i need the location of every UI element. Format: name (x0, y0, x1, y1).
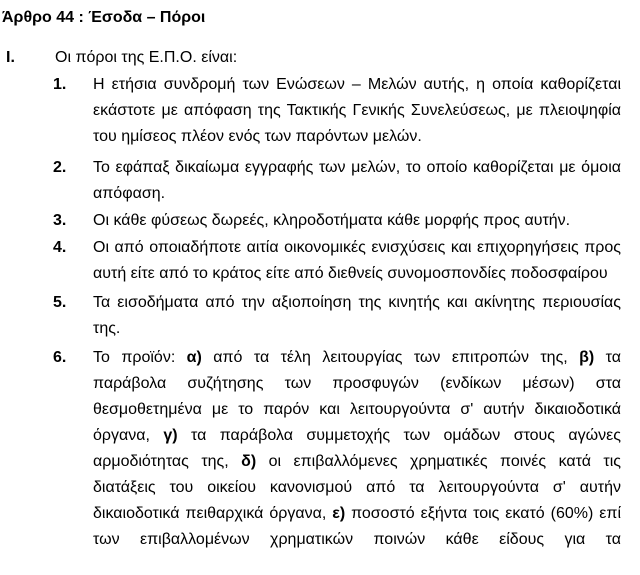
item-line: διατάξεις του οικείου κανονισμού από τα λειτουργούντα σ' αυτήν (93, 479, 621, 496)
subitem-label: ε) (332, 505, 346, 522)
item-line: Το εφάπαξ δικαίωμα εγγραφής των μελών, το οποίο καθορίζεται με όμοια (93, 159, 621, 176)
subitem-label: β) (579, 349, 595, 366)
section-number: I. (6, 49, 15, 66)
item-line: αρμοδιότητας της, δ) οι επιβαλλόμενες χρηματικές ποινές κατά τις (93, 453, 621, 470)
item-number: 1. (53, 76, 67, 93)
subitem-label: δ) (241, 453, 257, 470)
subitem-label: α) (186, 349, 202, 366)
item-line: αυτή είτε από το κράτος είτε από διεθνείς συνομοσπονδίες ποδοσφαίρου (93, 265, 608, 282)
item-line: του ημίσεος πλέον ενός των παρόντων μελών. (93, 128, 422, 145)
item-line: Οι κάθε φύσεως δωρεές, κληροδοτήματα κάθε μορφής προς αυτήν. (93, 212, 571, 229)
item-line: απόφαση. (93, 185, 166, 202)
subitem-label: γ) (163, 427, 178, 444)
item-line: όργανα, γ) τα παράβολα συμμετοχής των ομάδων στους αγώνες (93, 427, 621, 444)
section-intro: Οι πόροι της Ε.Π.Ο. είναι: (55, 49, 238, 66)
item-number: 2. (53, 159, 67, 176)
item-line: εκάστοτε με απόφαση της Τακτικής Γενικής Συνελεύσεως, με πλειοψηφία (93, 102, 621, 119)
item-number: 3. (53, 212, 67, 229)
item-line: θεσμοθετημένα με το παρόν και λειτουργούντα σ' αυτήν δικαιοδοτικά (93, 401, 621, 418)
item-line: παράβολα συζήτησης των προσφυγών (ενδίκων μέσων) στα (93, 375, 621, 392)
item-line: Το προϊόν: α) από τα τέλη λειτουργίας των επιτροπών της, β) τα (93, 349, 621, 366)
item-line: Οι από οποιαδήποτε αιτία οικονομικές ενισχύσεις και επιχορηγήσεις προς (93, 239, 621, 256)
item-line: Τα εισοδήματα από την αξιοποίηση της κινητής και ακίνητης περιουσίας (93, 294, 621, 311)
article-heading: Άρθρο 44 : Έσοδα – Πόροι (2, 9, 206, 26)
item-line: δικαιοδοτικά πειθαρχικά όργανα, ε) ποσοστό εξήντα τοις εκατό (60%) επί (93, 505, 621, 522)
item-line: Η ετήσια συνδρομή των Ενώσεων – Μελών αυτής, η οποία καθορίζεται (93, 76, 621, 93)
item-line: της. (93, 320, 121, 337)
item-number: 4. (53, 239, 67, 256)
item-line: των επιβαλλομένων χρηματικών ποινών κάθε είδους για τα (93, 531, 621, 548)
item-number: 6. (53, 349, 67, 366)
item-number: 5. (53, 294, 67, 311)
